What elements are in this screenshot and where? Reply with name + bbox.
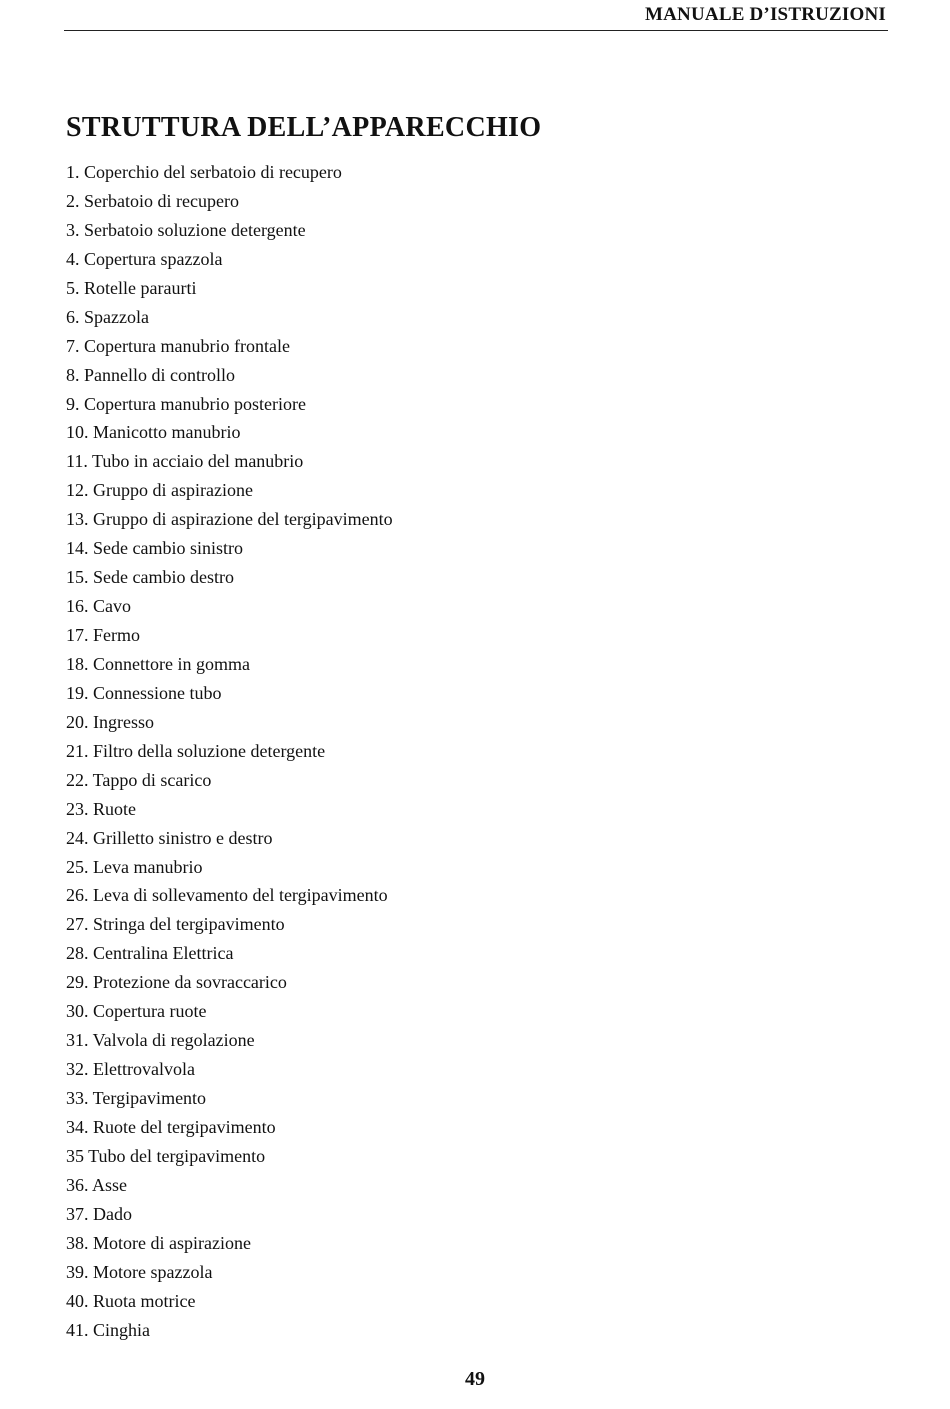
list-item: 17. Fermo (66, 625, 140, 645)
list-item: 14. Sede cambio sinistro (66, 538, 243, 559)
list-item: 16. Cavo (66, 596, 131, 617)
list-item: 37. Dado (66, 1203, 132, 1224)
list-item: 10. Manicotto manubrio (66, 422, 241, 443)
list-item: 21. Filtro della soluzione detergente (66, 740, 326, 761)
list-item: 5. Rotelle paraurti (66, 277, 197, 298)
section-title: STRUTTURA DELL’APPARECCHIO (66, 112, 542, 143)
list-item: 22. Tappo di scarico (66, 769, 212, 790)
list-item: 33. Tergipavimento (66, 1088, 207, 1108)
list-item: 31. Valvola di regolazione (66, 1030, 255, 1051)
running-header (64, 0, 888, 31)
list-item: 9. Copertura manubrio posteriore (66, 393, 306, 414)
list-item: 18. Connettore in gomma (66, 653, 250, 674)
list-item: 25. Leva manubrio (66, 856, 203, 877)
list-item: 30. Copertura ruote (66, 1001, 207, 1022)
list-item: 32. Elettrovalvola (66, 1059, 195, 1080)
list-item: 35 Tubo del tergipavimento (66, 1145, 266, 1166)
list-item: 8. Pannello di controllo (66, 364, 235, 385)
list-item: 15. Sede cambio destro (66, 567, 234, 588)
page-number: 49 (465, 1368, 485, 1390)
list-item: 26. Leva di sollevamento del tergipavimento (66, 885, 388, 906)
list-item: 34. Ruote del tergipavimento (66, 1116, 276, 1137)
manual-title: MANUALE D’ISTRUZIONI (645, 4, 886, 25)
list-item: 4. Copertura spazzola (66, 248, 223, 269)
list-item: 12. Gruppo di aspirazione (66, 480, 253, 501)
list-item: 20. Ingresso (66, 711, 154, 732)
list-item: 11. Tubo in acciaio del manubrio (66, 451, 304, 472)
list-item: 40. Ruota motrice (66, 1290, 196, 1311)
list-item: 23. Ruote (66, 798, 136, 819)
list-item: 27. Stringa del tergipavimento (66, 914, 285, 935)
list-item: 39. Motore spazzola (66, 1261, 213, 1282)
list-item: 24. Grilletto sinistro e destro (66, 827, 273, 848)
list-item: 36. Asse (66, 1174, 128, 1195)
list-item: 6. Spazzola (66, 306, 149, 327)
list-item: 28. Centralina Elettrica (66, 943, 234, 964)
list-item: 3. Serbatoio soluzione detergente (66, 219, 306, 240)
list-item: 2. Serbatoio di recupero (66, 190, 239, 211)
list-item: 1. Coperchio del serbatoio di recupero (66, 162, 342, 182)
list-item: 38. Motore di aspirazione (66, 1232, 251, 1253)
list-item: 13. Gruppo di aspirazione del tergipavimento (66, 509, 393, 530)
list-item: 41. Cinghia (66, 1319, 150, 1340)
parts-list (66, 158, 393, 1344)
list-item: 7. Copertura manubrio frontale (66, 335, 290, 356)
list-item: 29. Protezione da sovraccarico (66, 972, 287, 993)
list-item: 19. Connessione tubo (66, 682, 222, 703)
